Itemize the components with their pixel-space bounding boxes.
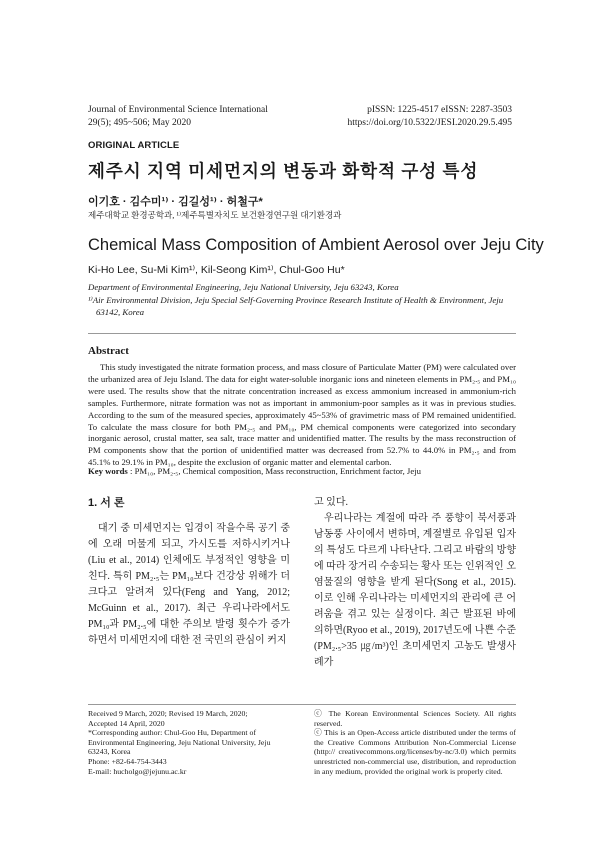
corresponding-author: *Corresponding author: Chul-Goo Hu, Department of Environmental Engineering, Jeju National University, Jeju 63243, Korea [88, 728, 271, 757]
keywords-label: Key words [88, 466, 128, 476]
email-link[interactable]: E-mail: hucholgo@jejunu.ac.kr [88, 766, 187, 776]
received-date: Received 9 March, 2020; Revised 19 March, 2020; [88, 709, 248, 718]
affiliation-line: Department of Environmental Engineering, Jeju National University, Jeju 63243, Korea [88, 282, 399, 292]
header-divider [88, 333, 516, 334]
keywords-text: : PM₁₀, PM₂.₅, Chemical composition, Mass reconstruction, Enrichment factor, Jeju [127, 466, 421, 476]
abstract-heading: Abstract [88, 345, 129, 357]
copyright: ⓒ The Korean Environmental Sciences Society. All rights reserved. [314, 709, 516, 728]
body-column-right [314, 495, 516, 671]
section-heading: 1. 서 론 [88, 497, 125, 509]
keywords [88, 466, 516, 476]
authors-korean: 이기호 · 김수미¹⁾ · 김길성¹⁾ · 허철구* [88, 196, 263, 208]
abstract-body: This study investigated the nitrate formation process, and mass closure of Particulate Matter (PM) were calculated over the urbanized area of Jeju Island. The data for eight water-soluble inorganic ions and nineteen elements in PM₂.₅ and PM₁₀ were used. The results show that the nitrate concentration increased as excess ammonium increased in ammonium-rich samples. Furthermore, nitrate formation was not as important in ammonium-poor samples as it was in previous studies. According to the sum of the measured species, approximately 45~53% of gravimetric mass of PM remained unidentified. To calculate the mass closure for both PM₂.₅ and PM₁₀, PM chemical components were categorized into secondary inorganic aerosol, crustal matter, sea salt, trace matter and unidentified matter. The results by the mass reconstruction of PM components show that the portion of unidentified matter was decreased from 52.7% to 44.0% in PM₂.₅ and from 45.1% to 29.1% in PM₁₀, despite the exclusion of organic matter and elemental carbon. [88, 362, 516, 468]
issn-header [347, 104, 512, 129]
journal-name: Journal of Environmental Science International [88, 105, 268, 115]
paragraph: 대기 중 미세먼지는 입경이 작을수록 공기 중에 오래 머물게 되고, 가시도를 저하시키거나(Liu et al., 2014) 인체에도 부정적인 영향을 미친다. 특히 PM₂.₅는 PM₁₀보다 건강상 위해가 더 크다고 알려져 있다(Feng and Yang, 2012; McGuinn et al., 2017). 최근 우리나라에서도 PM₁₀과 PM₂.₅에 대한 주의보 발령 횟수가 증가하면서 미세먼지에 대한 전 국민의 관심이 커지 [88, 523, 290, 646]
volume-pages: 29(5); 495~506; May 2020 [88, 117, 192, 128]
issn: pISSN: 1225-4517 eISSN: 2287-3503 [367, 105, 512, 115]
article-type: ORIGINAL ARTICLE [88, 140, 180, 151]
journal-header [88, 104, 268, 129]
accepted-date: Accepted 14 April, 2020 [88, 718, 165, 728]
footer-dates [88, 709, 288, 776]
affiliation-line: ¹⁾Air Environmental Division, Jeju Special Self-Governing Province Research Institute of Health & Environment, Jeju [88, 294, 504, 305]
paragraph-continuation: 고 있다. [314, 497, 348, 508]
footer-license [314, 709, 516, 776]
affiliation-english [88, 281, 516, 319]
footer-divider [88, 704, 516, 705]
affiliation-korean: 제주대학교 환경공학과, ¹⁾제주특별자치도 보건환경연구원 대기환경과 [88, 210, 342, 220]
doi-link[interactable]: https://doi.org/10.5322/JESI.2020.29.5.495 [347, 117, 512, 128]
license-text: ⓒ This is an Open-Access article distributed under the terms of the Creative Commons Attribution Non-Commercial License (http:// creativecommons.org/licenses/by-nc/3.0) which permits unrestricted non-commercial use, distribution, and reproduction in any medium, provided the original work is properly cited. [314, 728, 516, 776]
body-column-left [88, 495, 290, 649]
phone: Phone: +82-64-754-3443 [88, 756, 167, 766]
authors-english: Ki-Ho Lee, Su-Mi Kim¹⁾, Kil-Seong Kim¹⁾, Chul-Goo Hu* [88, 264, 345, 276]
title-korean: 제주시 지역 미세먼지의 변동과 화학적 구성 특성 [88, 161, 479, 181]
paragraph: 우리나라는 계절에 따라 주 풍향이 북서풍과 남동풍 사이에서 변하며, 계절별로 유입된 입자의 특성도 다르게 나타난다. 그리고 바람의 방향에 따라 장거리 수송되는 황사 또는 인위적인 오염물질의 영향을 받게 된다(Song et al., 2015). 이로 인해 우리나라는 미세먼지의 관리에 큰 어려움을 겪고 있는 실정이다. 최근 발표된 바에 의하면(Ryoo et al., 2019), 2017년도에 나쁜 수준(PM₂.₅>35 ㎍/m³)인 초미세먼지 고농도 발생사례가 [314, 513, 516, 668]
title-english: Chemical Mass Composition of Ambient Aerosol over Jeju City [88, 236, 544, 254]
affiliation-line: 63142, Korea [96, 307, 145, 317]
